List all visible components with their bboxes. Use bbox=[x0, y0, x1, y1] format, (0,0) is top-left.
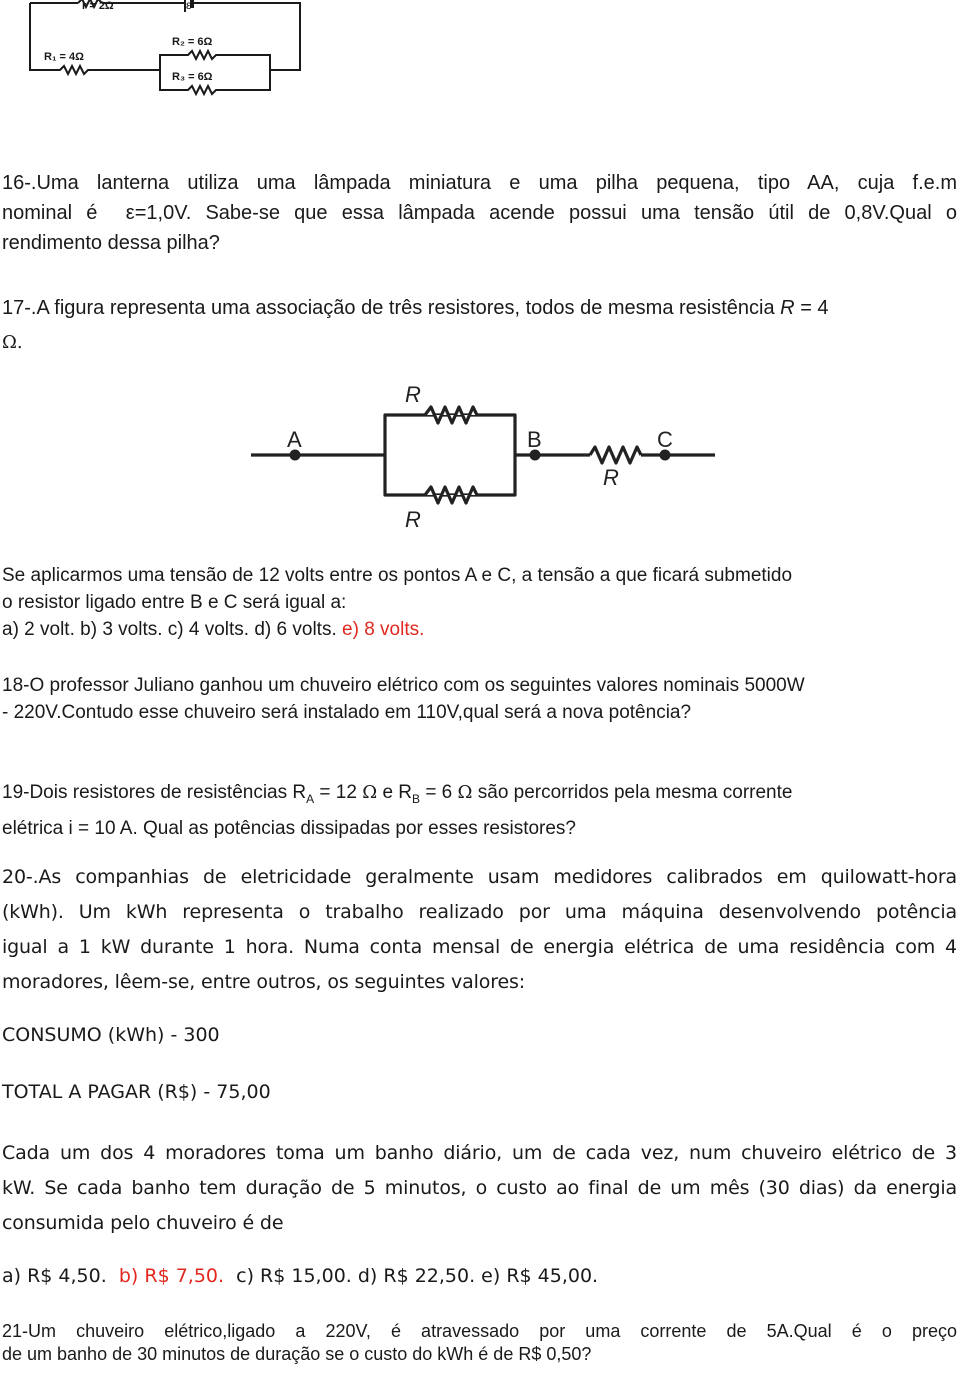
q19-text-c: e R bbox=[382, 782, 413, 803]
q20-consumo: CONSUMO (kWh) - 300 bbox=[2, 1024, 220, 1046]
q19-sub-b: B bbox=[412, 791, 421, 806]
q20-line2: (kWh). Um kWh representa o trabalho realizado por uma máquina desenvolvendo potência bbox=[2, 901, 957, 923]
top-circuit-diagram bbox=[20, 0, 310, 100]
question-17-statement bbox=[2, 562, 957, 643]
q19-text-d: = 6 bbox=[425, 782, 453, 803]
q17b-answer: e) 8 volts. bbox=[342, 619, 425, 640]
emf-label: ε bbox=[186, 0, 192, 12]
q20-option-a: a) R$ 4,50. bbox=[2, 1265, 107, 1287]
q19-text-e: são percorridos pela mesma corrente bbox=[477, 782, 793, 803]
question-19 bbox=[2, 778, 957, 844]
r3-label: R₃ = 6Ω bbox=[172, 71, 213, 83]
q16-line2-start: nominal é bbox=[2, 202, 98, 224]
question-17 bbox=[2, 291, 957, 360]
q16-line2 bbox=[2, 198, 957, 228]
question-18 bbox=[2, 672, 957, 726]
q17b-options-text: a) 2 volt. b) 3 volts. c) 4 volts. d) 6 volts. bbox=[2, 619, 337, 640]
q19-text-a: 19-Dois resistores de resistências R bbox=[2, 782, 307, 803]
q20-total: TOTAL A PAGAR (R$) - 75,00 bbox=[2, 1081, 271, 1103]
q20-option-b-answer: b) R$ 7,50. bbox=[118, 1265, 225, 1287]
q17b-options bbox=[2, 616, 957, 643]
q20-para-line2: kW. Se cada banho tem duração de 5 minutos, o custo ao final de um mês (30 dias) da energia bbox=[2, 1177, 957, 1199]
q20-line4: moradores, lêem-se, entre outros, os seguintes valores: bbox=[2, 971, 526, 993]
q16-line2-end: =1,0V. Sabe-se que essa lâmpada acende possui uma tensão útil de 0,8V.Qual o bbox=[134, 202, 957, 224]
q21-line1: 21-Um chuveiro elétrico,ligado a 220V, é atravessado por uma corrente de 5A.Qual é o preço bbox=[2, 1321, 957, 1341]
q18-line2: - 220V.Contudo esse chuveiro será instalado em 110V,qual será a nova potência? bbox=[2, 702, 692, 723]
question-16 bbox=[2, 168, 957, 258]
epsilon-symbol: ε bbox=[125, 202, 135, 224]
label-c: C bbox=[657, 427, 673, 452]
q20-para-line1: Cada um dos 4 moradores toma um banho diário, um de cada vez, num chuveiro elétrico de 3 bbox=[2, 1142, 957, 1164]
q17b-line1: Se aplicarmos uma tensão de 12 volts entre os pontos A e C, a tensão a que ficará submetido bbox=[2, 565, 793, 586]
q20-options bbox=[2, 1265, 598, 1287]
q19-sub-a: A bbox=[306, 791, 315, 806]
q20-para-line3: consumida pelo chuveiro é de bbox=[2, 1212, 284, 1234]
q17-text-start: 17-.A figura representa uma associação de três resistores, todos de mesma resistência bbox=[2, 297, 775, 319]
label-a: A bbox=[287, 427, 302, 452]
q20-line1: 20-.As companhias de eletricidade geralmente usam medidores calibrados em quilowatt-hora bbox=[2, 866, 957, 888]
q19-text-b: = 12 bbox=[319, 782, 357, 803]
q19-line1 bbox=[2, 778, 957, 814]
q21-line2: de um banho de 30 minutos de duração se o custo do kWh é de R$ 0,50? bbox=[2, 1344, 592, 1364]
label-r-bottom: R bbox=[405, 507, 421, 532]
q17b-line2: o resistor ligado entre B e C será igual a: bbox=[2, 592, 347, 613]
q19-line2: elétrica i = 10 A. Qual as potências dissipadas por esses resistores? bbox=[2, 817, 576, 839]
r-label: r = 2Ω bbox=[82, 0, 114, 12]
question-21 bbox=[2, 1320, 957, 1366]
q20-line3: igual a 1 kW durante 1 hora. Numa conta mensal de energia elétrica de uma residência com 4 bbox=[2, 936, 957, 958]
r2-label: R₂ = 6Ω bbox=[172, 36, 213, 48]
q20-options-rest: c) R$ 15,00. d) R$ 22,50. e) R$ 45,00. bbox=[236, 1265, 599, 1287]
q19-omega-1: Ω bbox=[362, 782, 378, 803]
question-20 bbox=[2, 860, 957, 1000]
q17-text-value: = 4 bbox=[800, 297, 829, 319]
label-r-top: R bbox=[405, 382, 421, 407]
q17-r-symbol: R bbox=[780, 297, 795, 319]
q19-omega-2: Ω bbox=[457, 782, 473, 803]
r1-label: R₁ = 4Ω bbox=[44, 51, 84, 63]
q16-line3: rendimento dessa pilha? bbox=[2, 232, 220, 254]
q16-line1: 16-.Uma lanterna utiliza uma lâmpada miniatura e uma pilha pequena, tipo AA, cuja f.e.m bbox=[2, 172, 957, 194]
label-b: B bbox=[527, 427, 542, 452]
q17-omega: Ω. bbox=[2, 332, 23, 353]
label-r-series: R bbox=[603, 465, 619, 490]
q20-paragraph bbox=[2, 1136, 957, 1241]
q18-line1: 18-O professor Juliano ganhou um chuveiro elétrico com os seguintes valores nominais 5000W bbox=[2, 675, 805, 696]
circuit-17-diagram bbox=[245, 375, 725, 535]
